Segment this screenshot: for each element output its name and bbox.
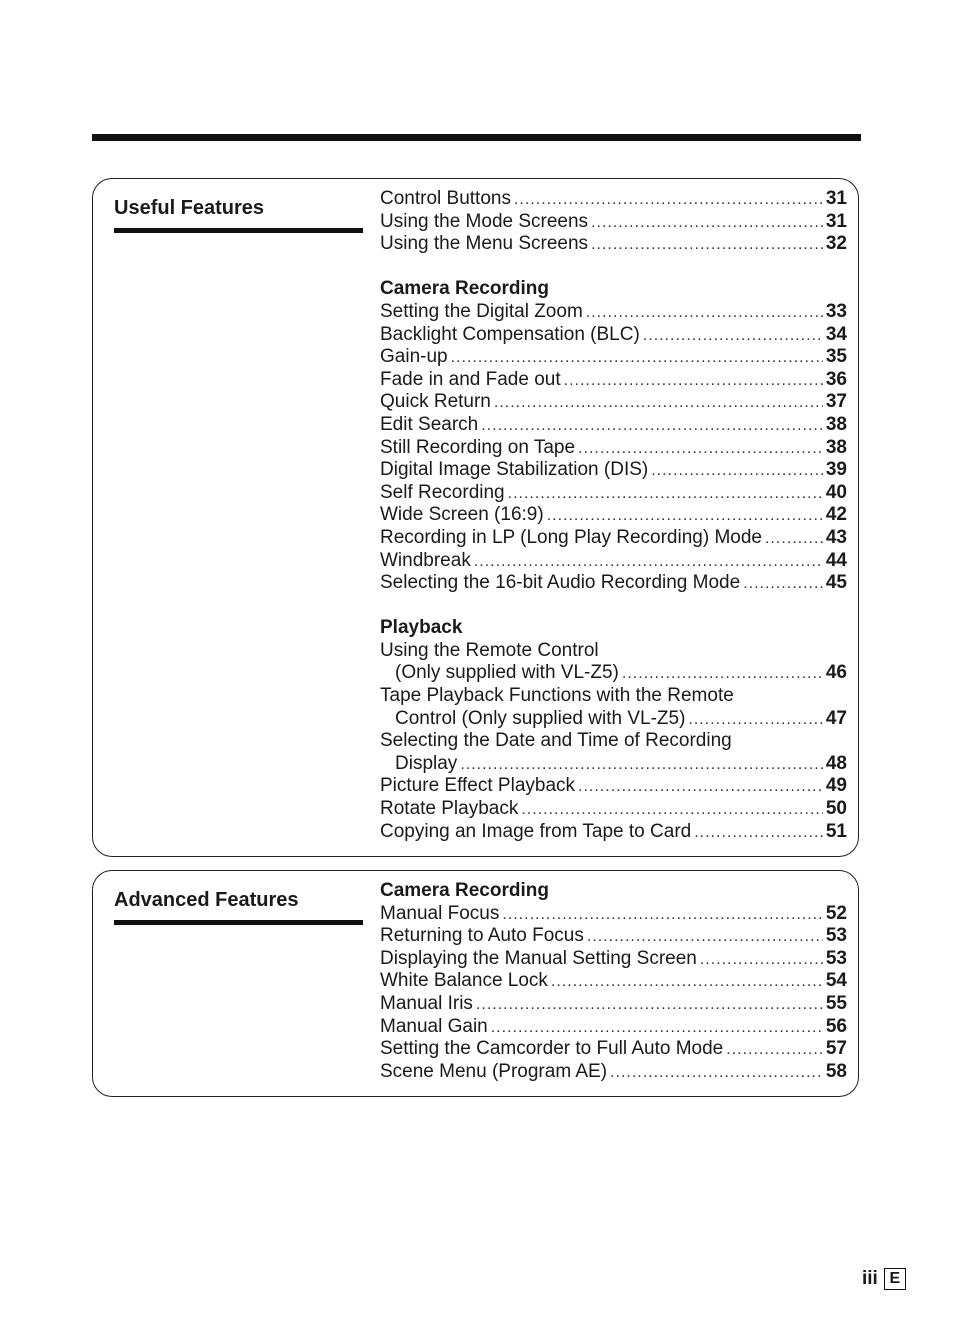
toc-entry bbox=[380, 903, 847, 926]
entry-label: (Only supplied with VL-Z5) bbox=[395, 662, 619, 684]
toc-list bbox=[380, 880, 847, 1083]
entry-label: Returning to Auto Focus bbox=[380, 925, 584, 947]
entry-label: Digital Image Stabilization (DIS) bbox=[380, 459, 649, 481]
entry-label: Quick Return bbox=[380, 391, 491, 413]
entry-label: Wide Screen (16:9) bbox=[380, 504, 544, 526]
entry-page-number: 55 bbox=[825, 992, 847, 1014]
group-heading: Camera Recording bbox=[380, 880, 549, 901]
dot-leader bbox=[578, 776, 823, 799]
toc-entry bbox=[380, 1038, 847, 1061]
toc-entry bbox=[380, 211, 847, 234]
dot-leader bbox=[451, 347, 823, 370]
entry-page-number: 48 bbox=[825, 752, 847, 774]
dot-leader bbox=[460, 754, 823, 777]
toc-entry bbox=[380, 970, 847, 993]
entry-page-number: 57 bbox=[825, 1038, 847, 1060]
dot-leader bbox=[547, 505, 823, 528]
entry-page-number: 53 bbox=[825, 925, 847, 947]
entry-label: Picture Effect Playback bbox=[380, 775, 576, 797]
dot-leader bbox=[622, 663, 823, 686]
dot-leader bbox=[688, 709, 822, 732]
entry-page-number: 52 bbox=[825, 902, 847, 924]
entry-page-number: 40 bbox=[825, 481, 847, 503]
dot-leader bbox=[587, 926, 823, 949]
entry-label: Rotate Playback bbox=[380, 798, 519, 820]
entry-page-number: 37 bbox=[825, 391, 847, 413]
toc-entry bbox=[380, 369, 847, 392]
entry-label: Setting the Digital Zoom bbox=[380, 300, 583, 322]
entry-page-number: 44 bbox=[825, 549, 847, 571]
toc-entry-line bbox=[380, 730, 847, 753]
entry-page-number: 34 bbox=[825, 323, 847, 345]
dot-leader bbox=[651, 460, 823, 483]
entry-page-number: 42 bbox=[825, 504, 847, 526]
top-rule bbox=[92, 134, 861, 141]
entry-label: Fade in and Fade out bbox=[380, 368, 561, 390]
entry-page-number: 54 bbox=[825, 970, 847, 992]
dot-leader bbox=[514, 189, 823, 212]
dot-leader bbox=[564, 370, 823, 393]
group-heading: Playback bbox=[380, 617, 463, 639]
entry-label: Windbreak bbox=[380, 549, 471, 571]
entry-label: Manual Focus bbox=[380, 902, 500, 924]
group-heading: Camera Recording bbox=[380, 278, 549, 300]
section-title: Useful Features bbox=[114, 195, 363, 233]
entry-label: Setting the Camcorder to Full Auto Mode bbox=[380, 1038, 724, 1060]
toc-entry bbox=[380, 708, 847, 731]
toc-entry bbox=[380, 798, 847, 821]
entry-label: Self Recording bbox=[380, 481, 505, 503]
entry-label: Selecting the Date and Time of Recording bbox=[380, 730, 732, 752]
entry-label: Manual Iris bbox=[380, 992, 473, 1014]
page-footer bbox=[862, 1268, 906, 1290]
dot-leader bbox=[694, 822, 823, 845]
toc-entry bbox=[380, 753, 847, 776]
dot-leader bbox=[700, 949, 823, 972]
dot-leader bbox=[578, 438, 823, 461]
dot-leader bbox=[591, 212, 823, 235]
entry-page-number: 38 bbox=[825, 436, 847, 458]
entry-label: White Balance Lock bbox=[380, 970, 548, 992]
entry-label: Display bbox=[395, 752, 458, 774]
entry-label: Using the Remote Control bbox=[380, 639, 599, 661]
toc-entry bbox=[380, 925, 847, 948]
toc-entry bbox=[380, 459, 847, 482]
entry-label: Using the Menu Screens bbox=[380, 233, 589, 255]
entry-page-number: 47 bbox=[825, 707, 847, 729]
entry-page-number: 33 bbox=[825, 300, 847, 322]
language-badge: E bbox=[884, 1268, 906, 1290]
toc-entry bbox=[380, 391, 847, 414]
dot-leader bbox=[726, 1039, 823, 1062]
dot-leader bbox=[494, 392, 823, 415]
section-useful-features bbox=[92, 178, 859, 857]
entry-page-number: 58 bbox=[825, 1060, 847, 1082]
toc-entry bbox=[380, 188, 847, 211]
toc-entry bbox=[380, 482, 847, 505]
toc-entry bbox=[380, 437, 847, 460]
toc-entry bbox=[380, 948, 847, 971]
toc-entry-line bbox=[380, 685, 847, 708]
entry-page-number: 43 bbox=[825, 526, 847, 548]
toc-entry bbox=[380, 301, 847, 324]
entry-label: Manual Gain bbox=[380, 1015, 488, 1037]
dot-leader bbox=[521, 799, 823, 822]
dot-leader bbox=[586, 302, 823, 325]
dot-leader bbox=[551, 971, 823, 994]
entry-label: Edit Search bbox=[380, 413, 479, 435]
section-advanced-features bbox=[92, 870, 859, 1097]
entry-label: Scene Menu (Program AE) bbox=[380, 1060, 608, 1082]
toc-list bbox=[380, 188, 847, 843]
entry-page-number: 46 bbox=[825, 662, 847, 684]
entry-page-number: 51 bbox=[825, 820, 847, 842]
entry-label: Copying an Image from Tape to Card bbox=[380, 820, 692, 842]
entry-page-number: 56 bbox=[825, 1015, 847, 1037]
entry-page-number: 49 bbox=[825, 775, 847, 797]
dot-leader bbox=[508, 483, 823, 506]
dot-leader bbox=[743, 573, 823, 596]
toc-entry bbox=[380, 993, 847, 1016]
entry-label: Tape Playback Functions with the Remote bbox=[380, 685, 734, 707]
dot-leader bbox=[591, 234, 823, 257]
toc-entry bbox=[380, 414, 847, 437]
entry-label: Backlight Compensation (BLC) bbox=[380, 323, 640, 345]
entry-page-number: 31 bbox=[825, 188, 847, 209]
entry-page-number: 50 bbox=[825, 798, 847, 820]
toc-entry bbox=[380, 1061, 847, 1084]
toc-entry bbox=[380, 324, 847, 347]
dot-leader bbox=[610, 1062, 823, 1085]
entry-page-number: 39 bbox=[825, 459, 847, 481]
entry-label: Displaying the Manual Setting Screen bbox=[380, 947, 697, 969]
entry-page-number: 31 bbox=[825, 210, 847, 232]
dot-leader bbox=[476, 994, 823, 1017]
toc-entry bbox=[380, 572, 847, 595]
section-title: Advanced Features bbox=[114, 887, 363, 925]
entry-page-number: 35 bbox=[825, 346, 847, 368]
dot-leader bbox=[481, 415, 823, 438]
toc-entry bbox=[380, 504, 847, 527]
toc-entry bbox=[380, 527, 847, 550]
dot-leader bbox=[474, 551, 823, 574]
toc-entry bbox=[380, 233, 847, 256]
entry-label: Control (Only supplied with VL-Z5) bbox=[395, 707, 686, 729]
entry-label: Gain-up bbox=[380, 346, 448, 368]
dot-leader bbox=[502, 904, 823, 927]
entry-page-number: 32 bbox=[825, 233, 847, 255]
entry-page-number: 53 bbox=[825, 947, 847, 969]
entry-page-number: 38 bbox=[825, 413, 847, 435]
dot-leader bbox=[491, 1017, 823, 1040]
entry-label: Using the Mode Screens bbox=[380, 210, 589, 232]
group-spacer bbox=[380, 595, 847, 618]
page-number: iii bbox=[862, 1268, 878, 1289]
toc-entry bbox=[380, 1016, 847, 1039]
toc-entry bbox=[380, 775, 847, 798]
entry-label: Still Recording on Tape bbox=[380, 436, 576, 458]
toc-entry bbox=[380, 662, 847, 685]
toc-entry bbox=[380, 346, 847, 369]
dot-leader bbox=[765, 528, 823, 551]
toc-entry bbox=[380, 550, 847, 573]
group-spacer bbox=[380, 256, 847, 279]
entry-page-number: 36 bbox=[825, 368, 847, 390]
toc-entry-line bbox=[380, 640, 847, 663]
toc-entry bbox=[380, 821, 847, 844]
entry-label: Control Buttons bbox=[380, 188, 511, 209]
entry-page-number: 45 bbox=[825, 572, 847, 594]
dot-leader bbox=[643, 325, 823, 348]
entry-label: Recording in LP (Long Play Recording) Mode bbox=[380, 526, 762, 548]
entry-label: Selecting the 16-bit Audio Recording Mode bbox=[380, 572, 741, 594]
